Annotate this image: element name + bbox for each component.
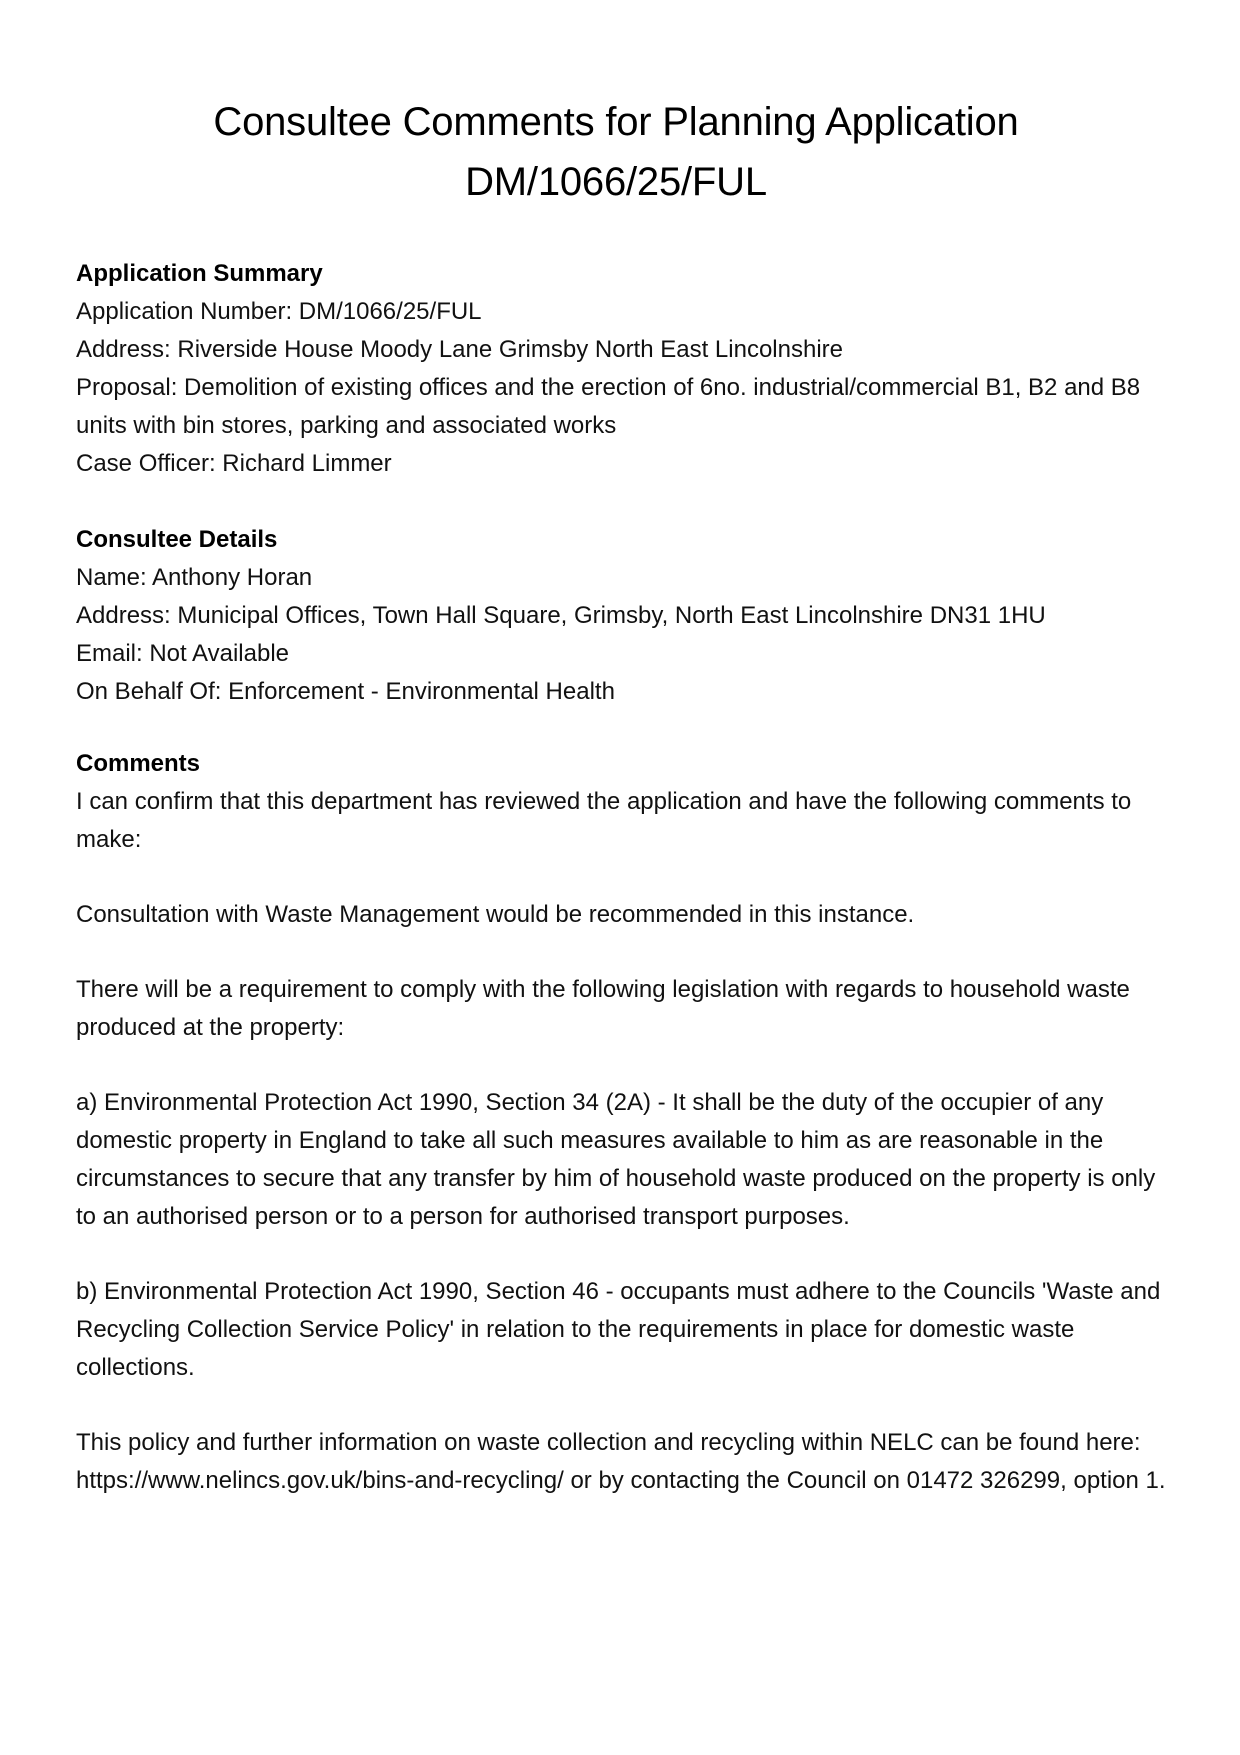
consultee-on-behalf-of: On Behalf Of: Enforcement - Environmental Health [76, 678, 615, 705]
page-title [76, 92, 1156, 212]
comments-heading: Comments [76, 750, 201, 777]
application-address: Address: Riverside House Moody Lane Grimsby North East Lincolnshire [76, 336, 844, 363]
application-summary-heading: Application Summary [76, 260, 323, 287]
page-title-line-2: DM/1066/25/FUL [465, 160, 767, 204]
application-number: Application Number: DM/1066/25/FUL [76, 298, 482, 325]
comment-paragraph-6: This policy and further information on waste collection and recycling within NELC can be found here: https://www.nelincs.gov.uk/bins-and-recycling/ or by contacting the Council on 01472 326299, option 1. [76, 1429, 1166, 1494]
case-officer: Case Officer: Richard Limmer [76, 450, 392, 477]
comment-paragraph-1: I can confirm that this department has reviewed the application and have the following comments to make: [76, 788, 1132, 853]
application-proposal: Proposal: Demolition of existing offices and the erection of 6no. industrial/commercial B1, B2 and B8 units with bin stores, parking and associated works [76, 374, 1141, 439]
comment-paragraph-5: b) Environmental Protection Act 1990, Section 46 - occupants must adhere to the Councils 'Waste and Recycling Collection Service Policy' in relation to the requirements in place for domestic waste collections. [76, 1278, 1161, 1381]
consultee-name: Name: Anthony Horan [76, 564, 313, 591]
consultee-details-section [76, 521, 1176, 711]
application-summary-section [76, 255, 1176, 483]
comment-paragraph-4: a) Environmental Protection Act 1990, Section 34 (2A) - It shall be the duty of the occupier of any domestic property in England to take all such measures available to him as are reasonable in the circumstances to secure that any transfer by him of household waste produced on the property is only to an authorised person or to a person for authorised transport purposes. [76, 1089, 1156, 1230]
consultee-details-heading: Consultee Details [76, 526, 278, 553]
consultee-email: Email: Not Available [76, 640, 289, 667]
comments-section [76, 745, 1176, 1537]
comment-paragraph-3: There will be a requirement to comply with the following legislation with regards to household waste produced at the property: [76, 976, 1130, 1041]
consultee-address: Address: Municipal Offices, Town Hall Square, Grimsby, North East Lincolnshire DN31 1HU [76, 602, 1046, 629]
page-title-line-1: Consultee Comments for Planning Application [213, 100, 1019, 144]
comment-paragraph-2: Consultation with Waste Management would be recommended in this instance. [76, 901, 915, 928]
